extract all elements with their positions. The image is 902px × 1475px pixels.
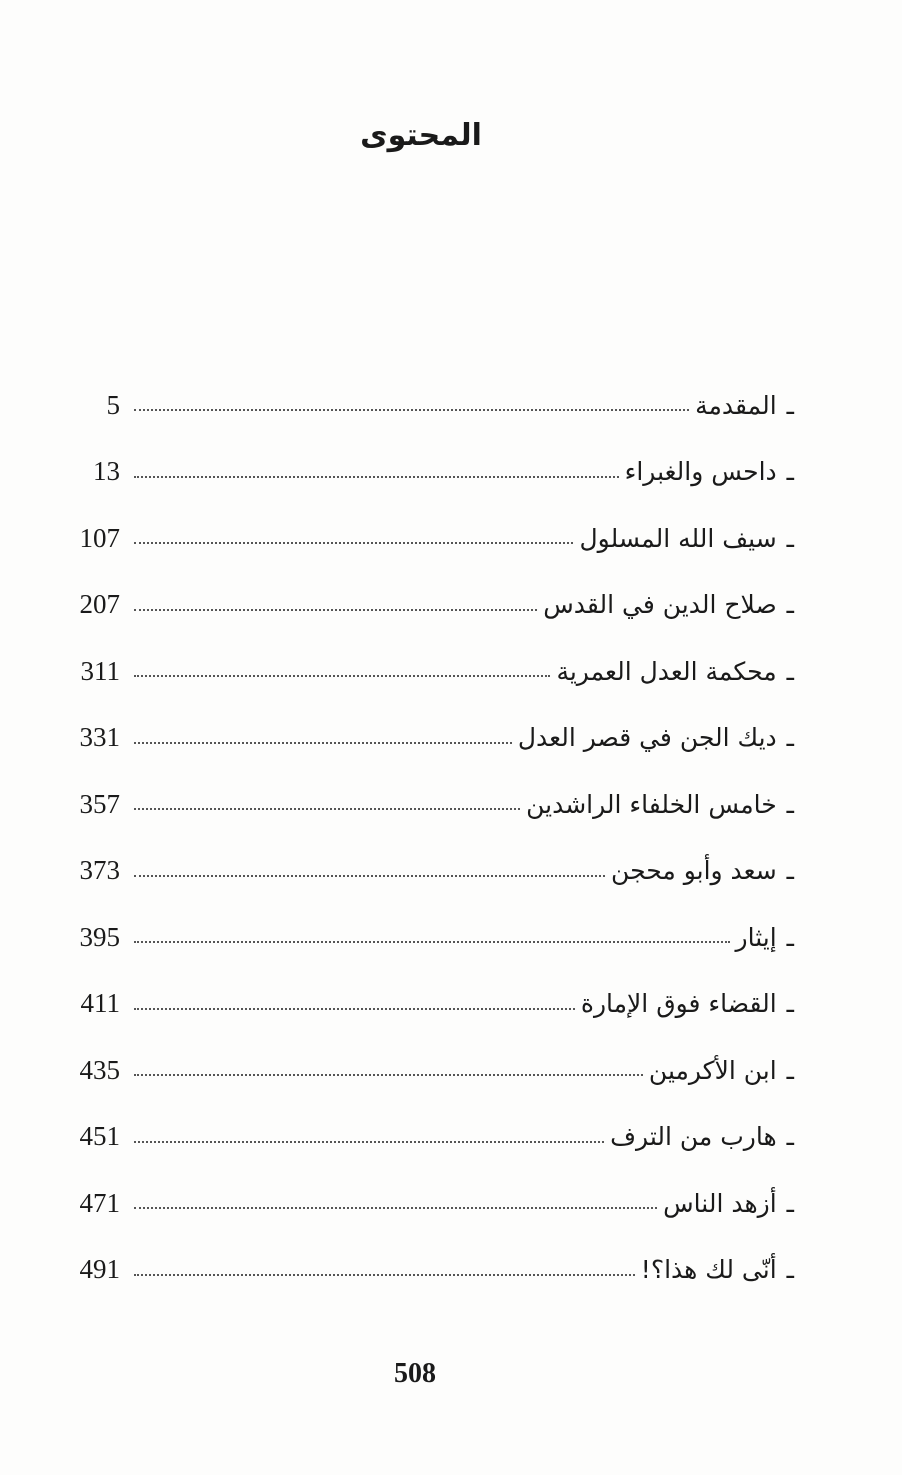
entry-dash: ـ (786, 1122, 794, 1152)
toc-page-number: 107 (79, 522, 120, 553)
toc-title-text: ديك الجن في قصر العدل (517, 723, 777, 753)
toc-entry-title (556, 657, 794, 686)
toc-title-text: المقدمة (695, 390, 777, 420)
toc-entry-title (649, 1056, 794, 1085)
entry-dash: ـ (786, 590, 794, 620)
toc-entry (68, 1104, 794, 1171)
toc-page-number: 491 (79, 1254, 120, 1285)
entry-dash: ـ (786, 1255, 794, 1285)
toc-entry-title (663, 1189, 794, 1218)
dot-leader (134, 476, 619, 478)
toc-entry (68, 1037, 794, 1104)
dot-leader (134, 941, 730, 943)
toc-entry (68, 505, 794, 572)
entry-dash: ـ (786, 856, 794, 886)
toc-entry-title (625, 457, 794, 486)
dot-leader (134, 1274, 635, 1276)
entry-dash: ـ (786, 989, 794, 1019)
toc-title-text: أزهد الناس (663, 1188, 777, 1218)
toc-page-number: 357 (79, 788, 120, 819)
toc-entry-title (611, 856, 794, 885)
toc-page-number: 471 (79, 1187, 120, 1218)
dot-leader (134, 609, 537, 611)
toc-page-number: 435 (79, 1054, 120, 1085)
dot-leader (134, 742, 512, 744)
toc-title-text: هارب من الترف (610, 1122, 777, 1152)
toc-page-number: 5 (106, 389, 120, 420)
toc-title-text: القضاء فوق الإمارة (580, 989, 777, 1019)
entry-dash: ـ (786, 523, 794, 553)
page-title: المحتوى (360, 118, 482, 153)
entry-dash: ـ (786, 789, 794, 819)
toc-entry-title (736, 923, 794, 952)
toc-entry (68, 439, 794, 506)
dot-leader (134, 1074, 643, 1076)
dot-leader (134, 1141, 604, 1143)
entry-dash: ـ (786, 1188, 794, 1218)
toc-title-text: صلاح الدين في القدس (543, 590, 777, 620)
toc-page-number: 331 (79, 722, 120, 753)
table-of-contents (68, 372, 794, 1303)
toc-entry (68, 705, 794, 772)
toc-title-text: سيف الله المسلول (579, 523, 777, 553)
toc-entry-title (543, 590, 794, 619)
entry-dash: ـ (786, 390, 794, 420)
toc-page-number: 311 (80, 655, 120, 686)
toc-entry-title (526, 790, 794, 819)
entry-dash: ـ (786, 1055, 794, 1085)
dot-leader (134, 1008, 575, 1010)
toc-entry (68, 372, 794, 439)
toc-entry-title (579, 524, 794, 553)
toc-entry (68, 1170, 794, 1237)
toc-entry (68, 638, 794, 705)
toc-entry (68, 771, 794, 838)
toc-title-text: إيثار (735, 922, 777, 952)
toc-title-text: خامس الخلفاء الراشدين (526, 789, 777, 819)
dot-leader (134, 1207, 657, 1209)
entry-dash: ـ (786, 656, 794, 686)
toc-page-number: 411 (80, 988, 120, 1019)
toc-entry (68, 1237, 794, 1304)
toc-entry-title (610, 1122, 794, 1151)
entry-dash: ـ (786, 922, 794, 952)
toc-page-number: 207 (79, 589, 120, 620)
toc-page-number: 451 (79, 1121, 120, 1152)
toc-title-text: ابن الأكرمين (648, 1055, 777, 1085)
page-number: 508 (394, 1358, 436, 1389)
dot-leader (134, 808, 520, 810)
dot-leader (134, 542, 573, 544)
toc-title-text: أنّى لك هذا؟! (640, 1255, 777, 1285)
dot-leader (134, 409, 689, 411)
toc-entry (68, 838, 794, 905)
toc-page-number: 395 (79, 921, 120, 952)
toc-entry (68, 904, 794, 971)
toc-title-text: سعد وأبو محجن (611, 856, 777, 886)
toc-page-number: 373 (79, 855, 120, 886)
entry-dash: ـ (786, 723, 794, 753)
toc-entry-title (518, 723, 794, 752)
toc-entry-title (641, 1255, 794, 1284)
toc-entry (68, 572, 794, 639)
toc-entry (68, 971, 794, 1038)
toc-entry-title (695, 391, 794, 420)
toc-page-number: 13 (93, 456, 120, 487)
toc-title-text: محكمة العدل العمرية (556, 656, 777, 686)
dot-leader (134, 875, 605, 877)
dot-leader (134, 675, 550, 677)
toc-title-text: داحس والغبراء (624, 457, 777, 487)
toc-entry-title (581, 989, 794, 1018)
entry-dash: ـ (786, 457, 794, 487)
